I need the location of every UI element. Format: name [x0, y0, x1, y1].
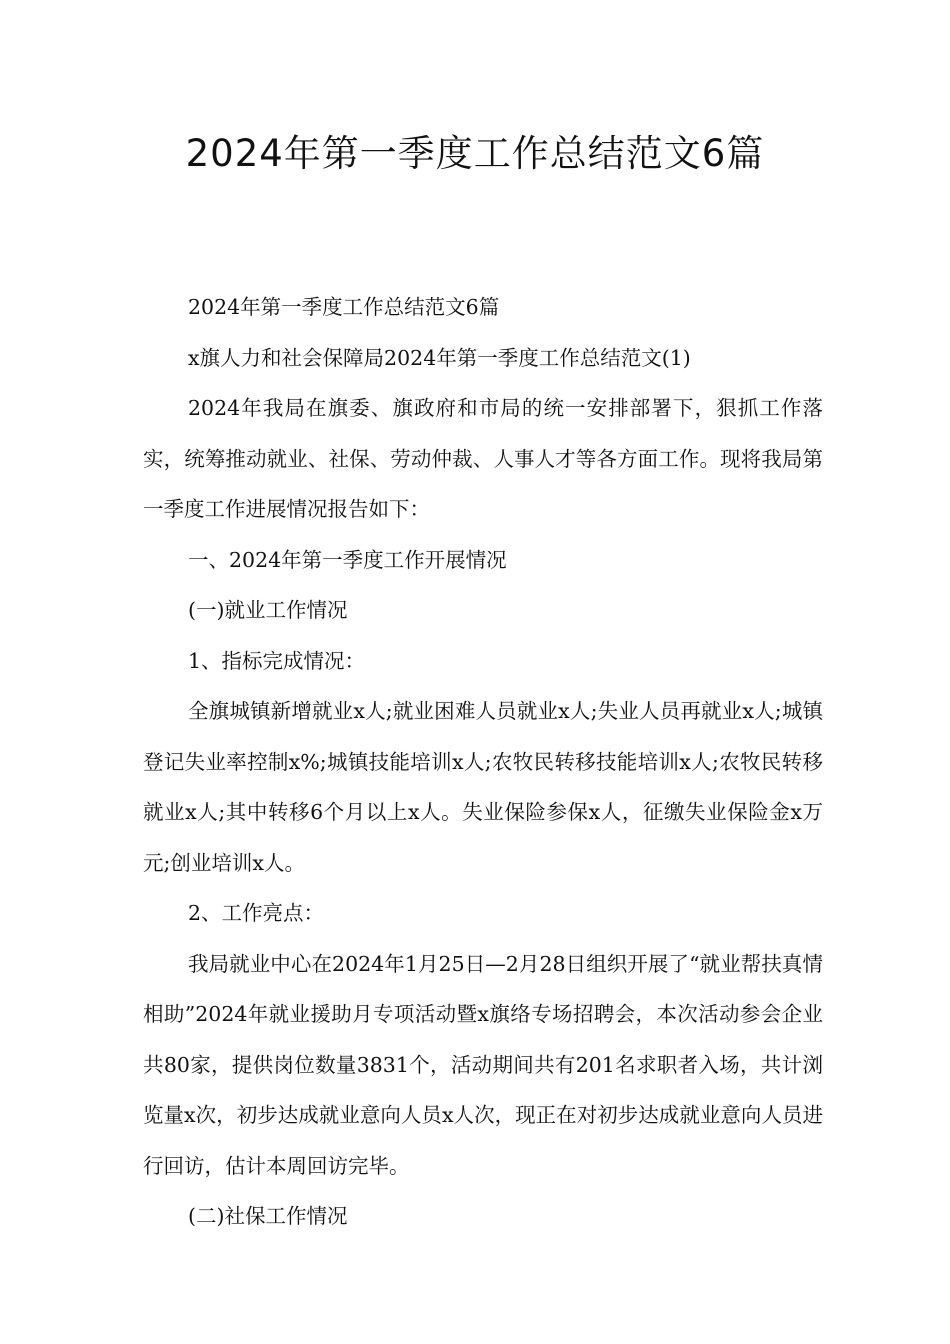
paragraph-intro: 2024年我局在旗委、旗政府和市局的统一安排部署下，狠抓工作落实，统筹推动就业、社保、劳动仲裁、人事人才等各方面工作。现将我局第一季度工作进展情况报告如下： — [143, 396, 823, 521]
document-title: 2024年第一季度工作总结范文6篇 — [185, 132, 765, 175]
paragraph-highlights: 我局就业中心在2024年1月25日—2月28日组织开展了“就业帮扶真情相助”2024年就业援助月专项活动暨x旗络专场招聘会，本次活动参会企业共80家，提供岗位数量3831个，活动期间共有201名求职者入场，共计浏览量x次，初步达成就业意向人员x人次，现正在对初步达成就业意向人员进行回访，估计本周回访完毕。 — [143, 951, 823, 1178]
section-heading-1: 一、2024年第一季度工作开展情况 — [188, 547, 507, 572]
subsection-heading-social-security: (二)社保工作情况 — [188, 1204, 348, 1228]
subsection-heading-employment: (一)就业工作情况 — [188, 598, 348, 622]
item-heading-indicators: 1、指标完成情况： — [188, 648, 366, 673]
paragraph-subtitle: 2024年第一季度工作总结范文6篇 — [188, 295, 500, 319]
item-heading-highlights: 2、工作亮点： — [188, 901, 325, 925]
document-body — [143, 282, 823, 1242]
paragraph-indicators: 全旗城镇新增就业x人;就业困难人员就业x人;失业人员再就业x人;城镇登记失业率控制x%;城镇技能培训x人;农牧民转移技能培训x人;农牧民转移就业x人;其中转移6个月以上x人。失业保险参保x人，征缴失业保险金x万元;创业培训x人。 — [143, 699, 823, 875]
paragraph-report-title: x旗人力和社会保障局2024年第一季度工作总结范文(1) — [188, 345, 691, 370]
